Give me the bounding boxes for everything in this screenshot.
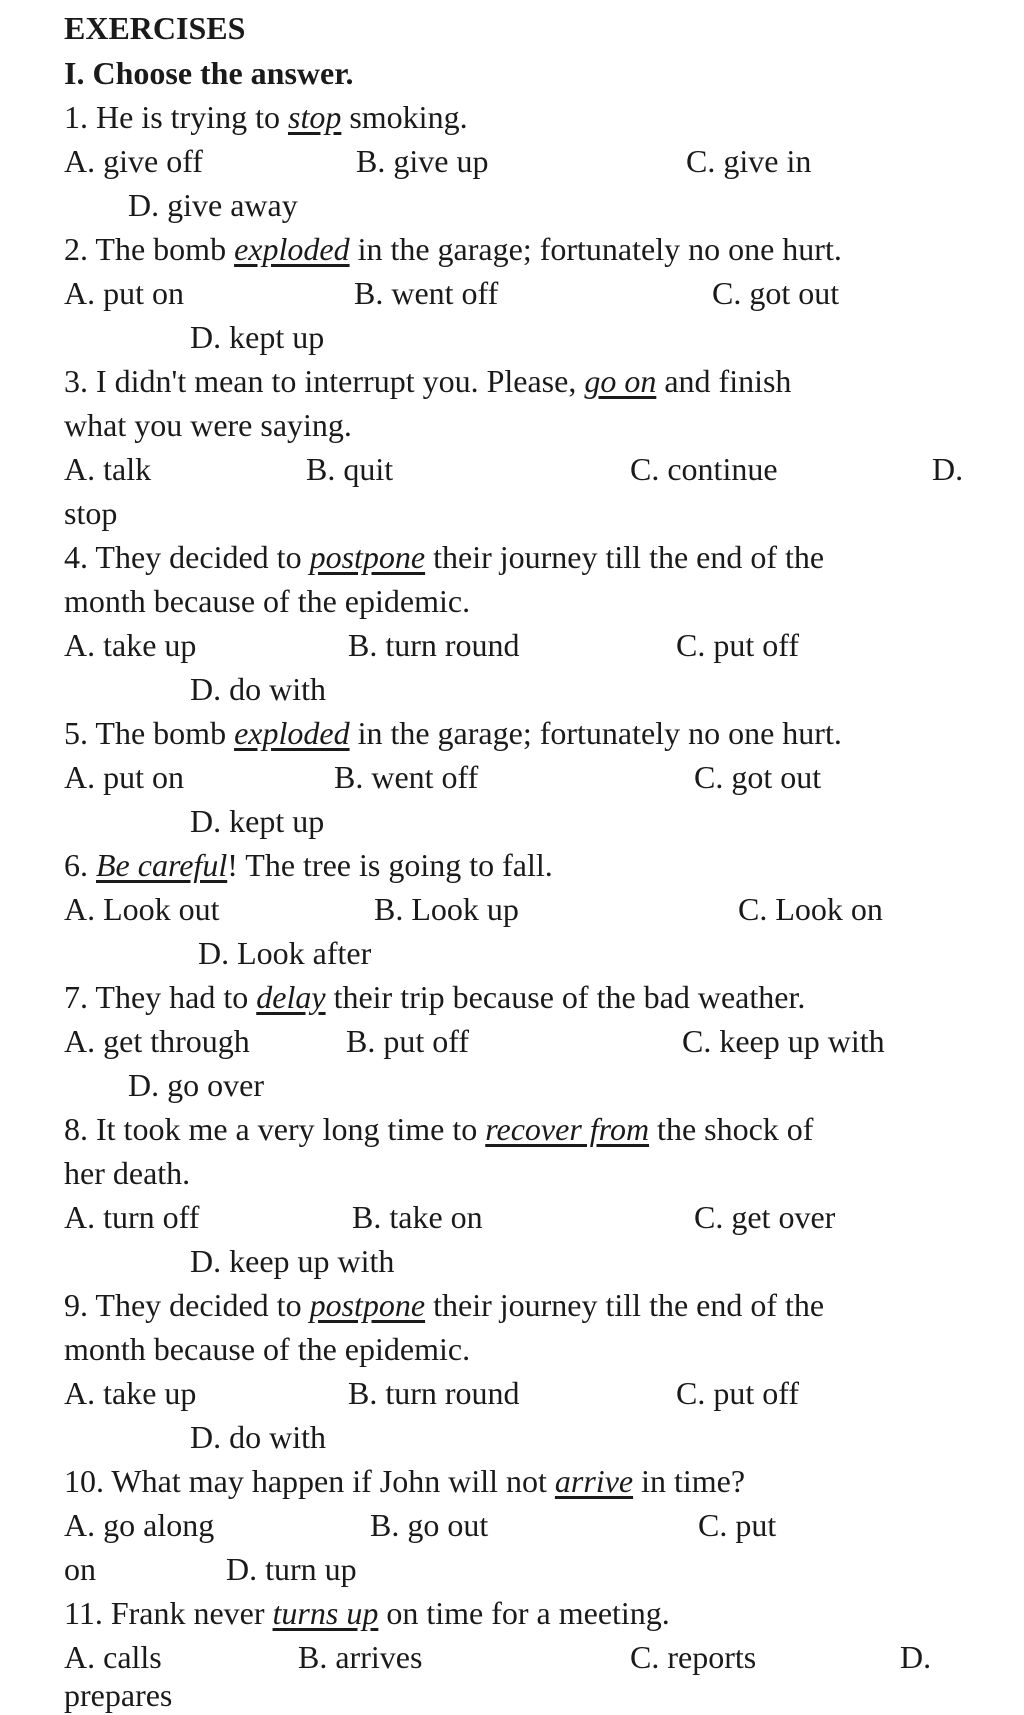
question-5: 5. The bomb exploded in the garage; fortunately no one hurt.: [64, 715, 842, 751]
question-6: 6. Be careful! The tree is going to fall.: [64, 847, 553, 883]
option-3c[interactable]: C. continue: [630, 451, 778, 487]
option-9c[interactable]: C. put off: [676, 1375, 799, 1411]
option-5c[interactable]: C. got out: [694, 759, 822, 795]
option-8a[interactable]: A. turn off: [64, 1199, 200, 1235]
option-2b[interactable]: B. went off: [354, 275, 499, 311]
option-8d[interactable]: D. keep up with: [190, 1243, 395, 1279]
option-7b[interactable]: B. put off: [346, 1023, 469, 1059]
option-1c[interactable]: C. give in: [686, 143, 812, 179]
option-3b[interactable]: B. quit: [306, 451, 394, 487]
option-1d[interactable]: D. give away: [128, 187, 298, 223]
question-7: 7. They had to delay their trip because of the bad weather.: [64, 979, 806, 1015]
option-3a[interactable]: A. talk: [64, 451, 152, 487]
question-4-cont: month because of the epidemic.: [64, 583, 471, 619]
option-3d[interactable]: D.: [932, 451, 964, 487]
option-3d-text[interactable]: stop: [64, 495, 118, 531]
option-2c[interactable]: C. got out: [712, 275, 840, 311]
question-10: 10. What may happen if John will not arrive in time?: [64, 1463, 746, 1499]
option-4c[interactable]: C. put off: [676, 627, 799, 663]
option-11b[interactable]: B. arrives: [298, 1639, 423, 1675]
heading: EXERCISES: [64, 10, 246, 46]
option-4b[interactable]: B. turn round: [348, 627, 520, 663]
option-8b[interactable]: B. take on: [352, 1199, 483, 1235]
option-10d[interactable]: D. turn up: [226, 1551, 357, 1587]
option-11d[interactable]: D.: [900, 1639, 932, 1675]
question-4: 4. They decided to postpone their journey till the end of the: [64, 539, 825, 575]
option-7c[interactable]: C. keep up with: [682, 1023, 885, 1059]
question-9: 9. They decided to postpone their journey till the end of the: [64, 1287, 825, 1323]
option-2d[interactable]: D. kept up: [190, 319, 325, 355]
option-6d[interactable]: D. Look after: [198, 935, 372, 971]
option-7d[interactable]: D. go over: [128, 1067, 264, 1103]
option-6a[interactable]: A. Look out: [64, 891, 220, 927]
option-11d-text[interactable]: prepares: [64, 1677, 173, 1713]
question-1: 1. He is trying to stop smoking.: [64, 99, 468, 135]
question-2: 2. The bomb exploded in the garage; fortunately no one hurt.: [64, 231, 842, 267]
question-3-cont: what you were saying.: [64, 407, 352, 443]
option-7a[interactable]: A. get through: [64, 1023, 250, 1059]
option-4d[interactable]: D. do with: [190, 671, 326, 707]
option-5a[interactable]: A. put on: [64, 759, 184, 795]
option-9a[interactable]: A. take up: [64, 1375, 197, 1411]
option-10c[interactable]: C. put: [698, 1507, 777, 1543]
option-10a[interactable]: A. go along: [64, 1507, 215, 1543]
option-4a[interactable]: A. take up: [64, 627, 197, 663]
question-11: 11. Frank never turns up on time for a meeting.: [64, 1595, 670, 1631]
option-11a[interactable]: A. calls: [64, 1639, 162, 1675]
option-6b[interactable]: B. Look up: [374, 891, 519, 927]
section-title: I. Choose the answer.: [64, 55, 354, 91]
option-1a[interactable]: A. give off: [64, 143, 203, 179]
question-8: 8. It took me a very long time to recover from the shock of: [64, 1111, 814, 1147]
option-11c[interactable]: C. reports: [630, 1639, 757, 1675]
option-10c-text[interactable]: on: [64, 1551, 96, 1587]
option-8c[interactable]: C. get over: [694, 1199, 836, 1235]
option-5b[interactable]: B. went off: [334, 759, 479, 795]
option-6c[interactable]: C. Look on: [738, 891, 883, 927]
option-9d[interactable]: D. do with: [190, 1419, 326, 1455]
question-9-cont: month because of the epidemic.: [64, 1331, 471, 1367]
option-9b[interactable]: B. turn round: [348, 1375, 520, 1411]
question-8-cont: her death.: [64, 1155, 191, 1191]
option-1b[interactable]: B. give up: [356, 143, 489, 179]
option-5d[interactable]: D. kept up: [190, 803, 325, 839]
option-10b[interactable]: B. go out: [370, 1507, 489, 1543]
question-3: 3. I didn't mean to interrupt you. Please, go on and finish: [64, 363, 792, 399]
option-2a[interactable]: A. put on: [64, 275, 184, 311]
